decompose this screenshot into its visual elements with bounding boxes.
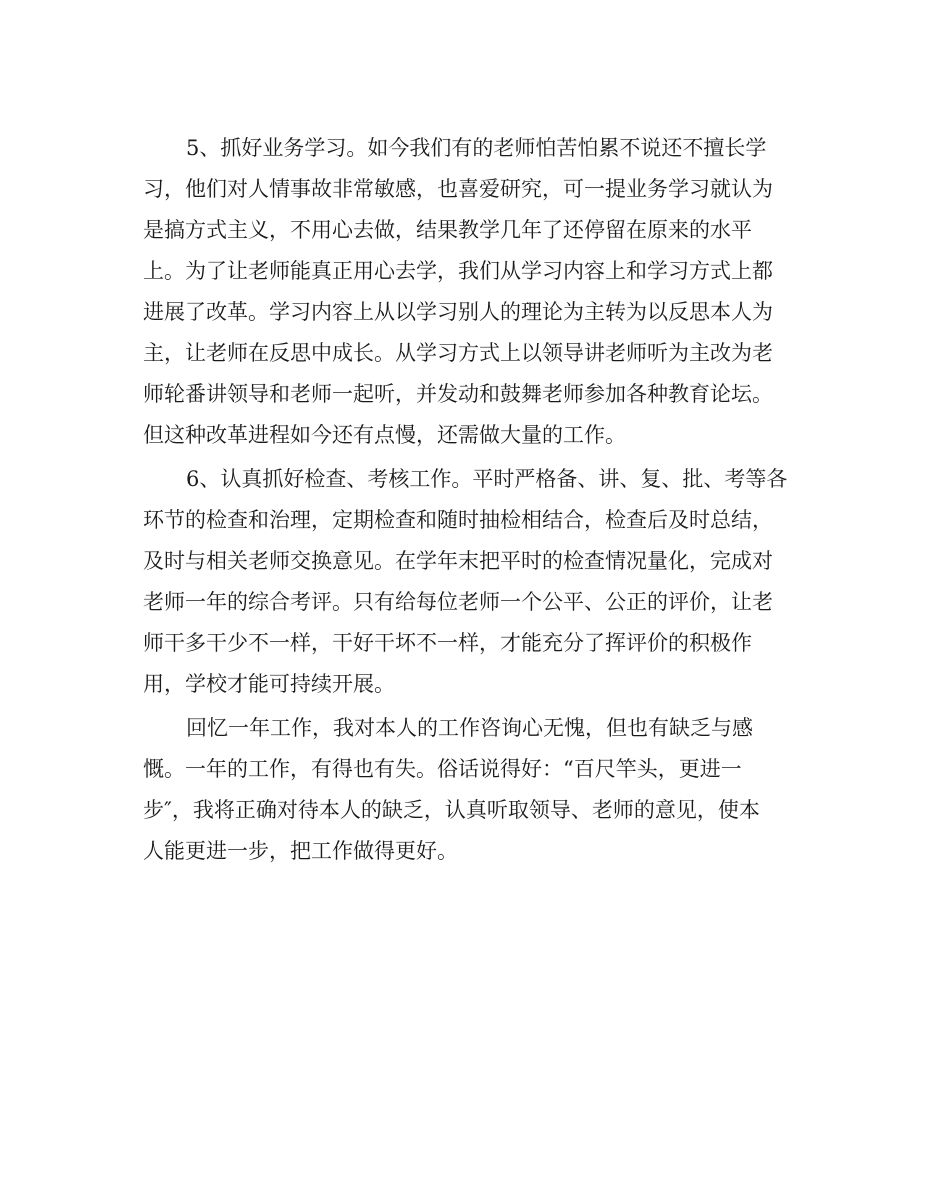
paragraph-line: 但这种改革进程如今还有点慢，还需做大量的工作。 [143, 423, 626, 447]
paragraph-conclusion [143, 708, 823, 872]
paragraph-line: 主，让老师在反思中成长。从学习方式上以领导讲老师听为主改为老 [143, 341, 773, 365]
paragraph-line: 是搞方式主义，不用心去做，结果教学几年了还停留在原来的水平 [143, 218, 752, 242]
paragraph-line: 环节的检查和治理，定期检查和随时抽检相结合，检查后及时总结， [143, 508, 773, 532]
paragraph-line: 5、抓好业务学习。如今我们有的老师怕苦怕累不说还不擅长学 [186, 136, 767, 160]
paragraph-line: 老师一年的综合考评。只有给每位老师一个公平、公正的评价，让老 [143, 590, 773, 614]
paragraph-line: 师干多干少不一样，干好干坏不一样，才能充分了挥评价的积极作 [143, 631, 752, 655]
paragraph-line: 师轮番讲领导和老师一起听，并发动和鼓舞老师参加各种教育论坛。 [143, 382, 773, 406]
paragraph-line: 及时与相关老师交换意见。在学年末把平时的检查情况量化，完成对 [143, 549, 773, 573]
paragraph-5 [143, 128, 823, 456]
paragraph-line: 6、认真抓好检查、考核工作。平时严格备、讲、复、批、考等各 [186, 467, 788, 491]
paragraph-line: 回忆一年工作，我对本人的工作咨询心无愧，但也有缺乏与感 [186, 716, 753, 740]
paragraph-line: 用，学校才能可持续开展。 [143, 672, 395, 696]
document-body [143, 128, 823, 872]
paragraph-line: 进展了改革。学习内容上从以学习别人的理论为主转为以反思本人为 [143, 300, 773, 324]
paragraph-6 [143, 459, 823, 705]
paragraph-line: 上。为了让老师能真正用心去学，我们从学习内容上和学习方式上都 [143, 259, 773, 283]
paragraph-line: 步″，我将正确对待本人的缺乏，认真听取领导、老师的意见，使本 [143, 798, 760, 822]
paragraph-line: 人能更进一步，把工作做得更好。 [143, 839, 458, 863]
paragraph-line: 习，他们对人情事故非常敏感，也喜爱研究，可一提业务学习就认为 [143, 177, 773, 201]
paragraph-line: 慨。一年的工作，有得也有失。俗话说得好：“百尺竿头，更进一 [143, 757, 742, 781]
